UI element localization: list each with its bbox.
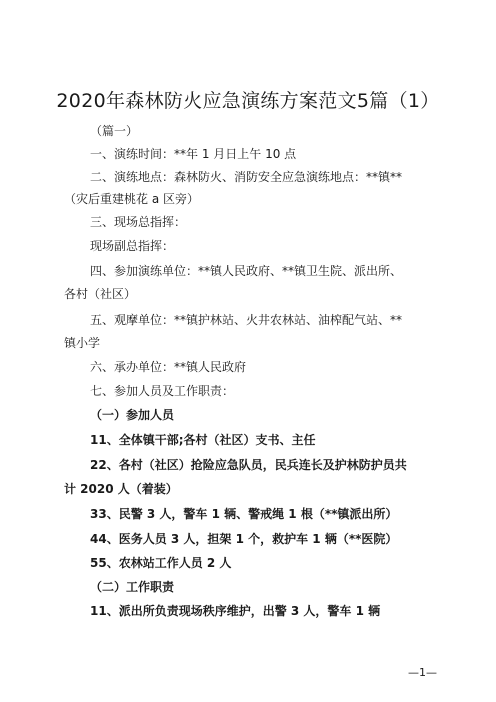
paragraph-line: 二、演练地点：森林防火、消防安全应急演练地点：**镇**	[90, 170, 403, 184]
list-item: 55、农林站工作人员 2 人	[90, 556, 232, 570]
list-item: 22、各村（社区）抢险应急队员，民兵连长及护林防护员共	[90, 458, 407, 472]
paragraph-line: 各村（社区）	[64, 287, 137, 301]
paragraph-line: 三、现场总指挥：	[90, 215, 187, 229]
subsection-heading: （一）参加人员	[90, 408, 175, 422]
paragraph-line: 六、承办单位：**镇人民政府	[90, 360, 247, 374]
paragraph-line: 七、参加人员及工作职责：	[90, 384, 235, 398]
paragraph-line: 四、参加演练单位：**镇人民政府、**镇卫生院、派出所、	[90, 264, 403, 278]
subsection-heading: （二）工作职责	[90, 580, 175, 594]
paragraph-line: 一、演练时间：**年 1 月日上午 10 点	[90, 147, 297, 161]
list-item: 11、派出所负责现场秩序维护，出警 3 人，警车 1 辆	[90, 604, 381, 618]
list-item: 33、民警 3 人，警车 1 辆、警戒绳 1 根（**镇派出所）	[90, 507, 398, 521]
section-label: （篇一）	[90, 124, 139, 138]
list-item-continuation: 计 2020 人（着装）	[64, 482, 178, 496]
paragraph-line: （灾后重建桃花 a 区旁）	[64, 192, 199, 206]
document-title: 2020年森林防火应急演练方案范文5篇（1）	[56, 90, 440, 112]
page-number: —1—	[408, 666, 437, 679]
paragraph-line: 五、观摩单位：**镇护林站、火井农林站、油榨配气站、**	[90, 313, 403, 327]
paragraph-line: 镇小学	[64, 336, 101, 350]
list-item: 11、全体镇干部;各村（社区）支书、主任	[90, 433, 316, 447]
list-item: 44、医务人员 3 人，担架 1 个，救护车 1 辆（**医院）	[90, 532, 398, 546]
paragraph-line: 现场副总指挥：	[90, 239, 175, 253]
